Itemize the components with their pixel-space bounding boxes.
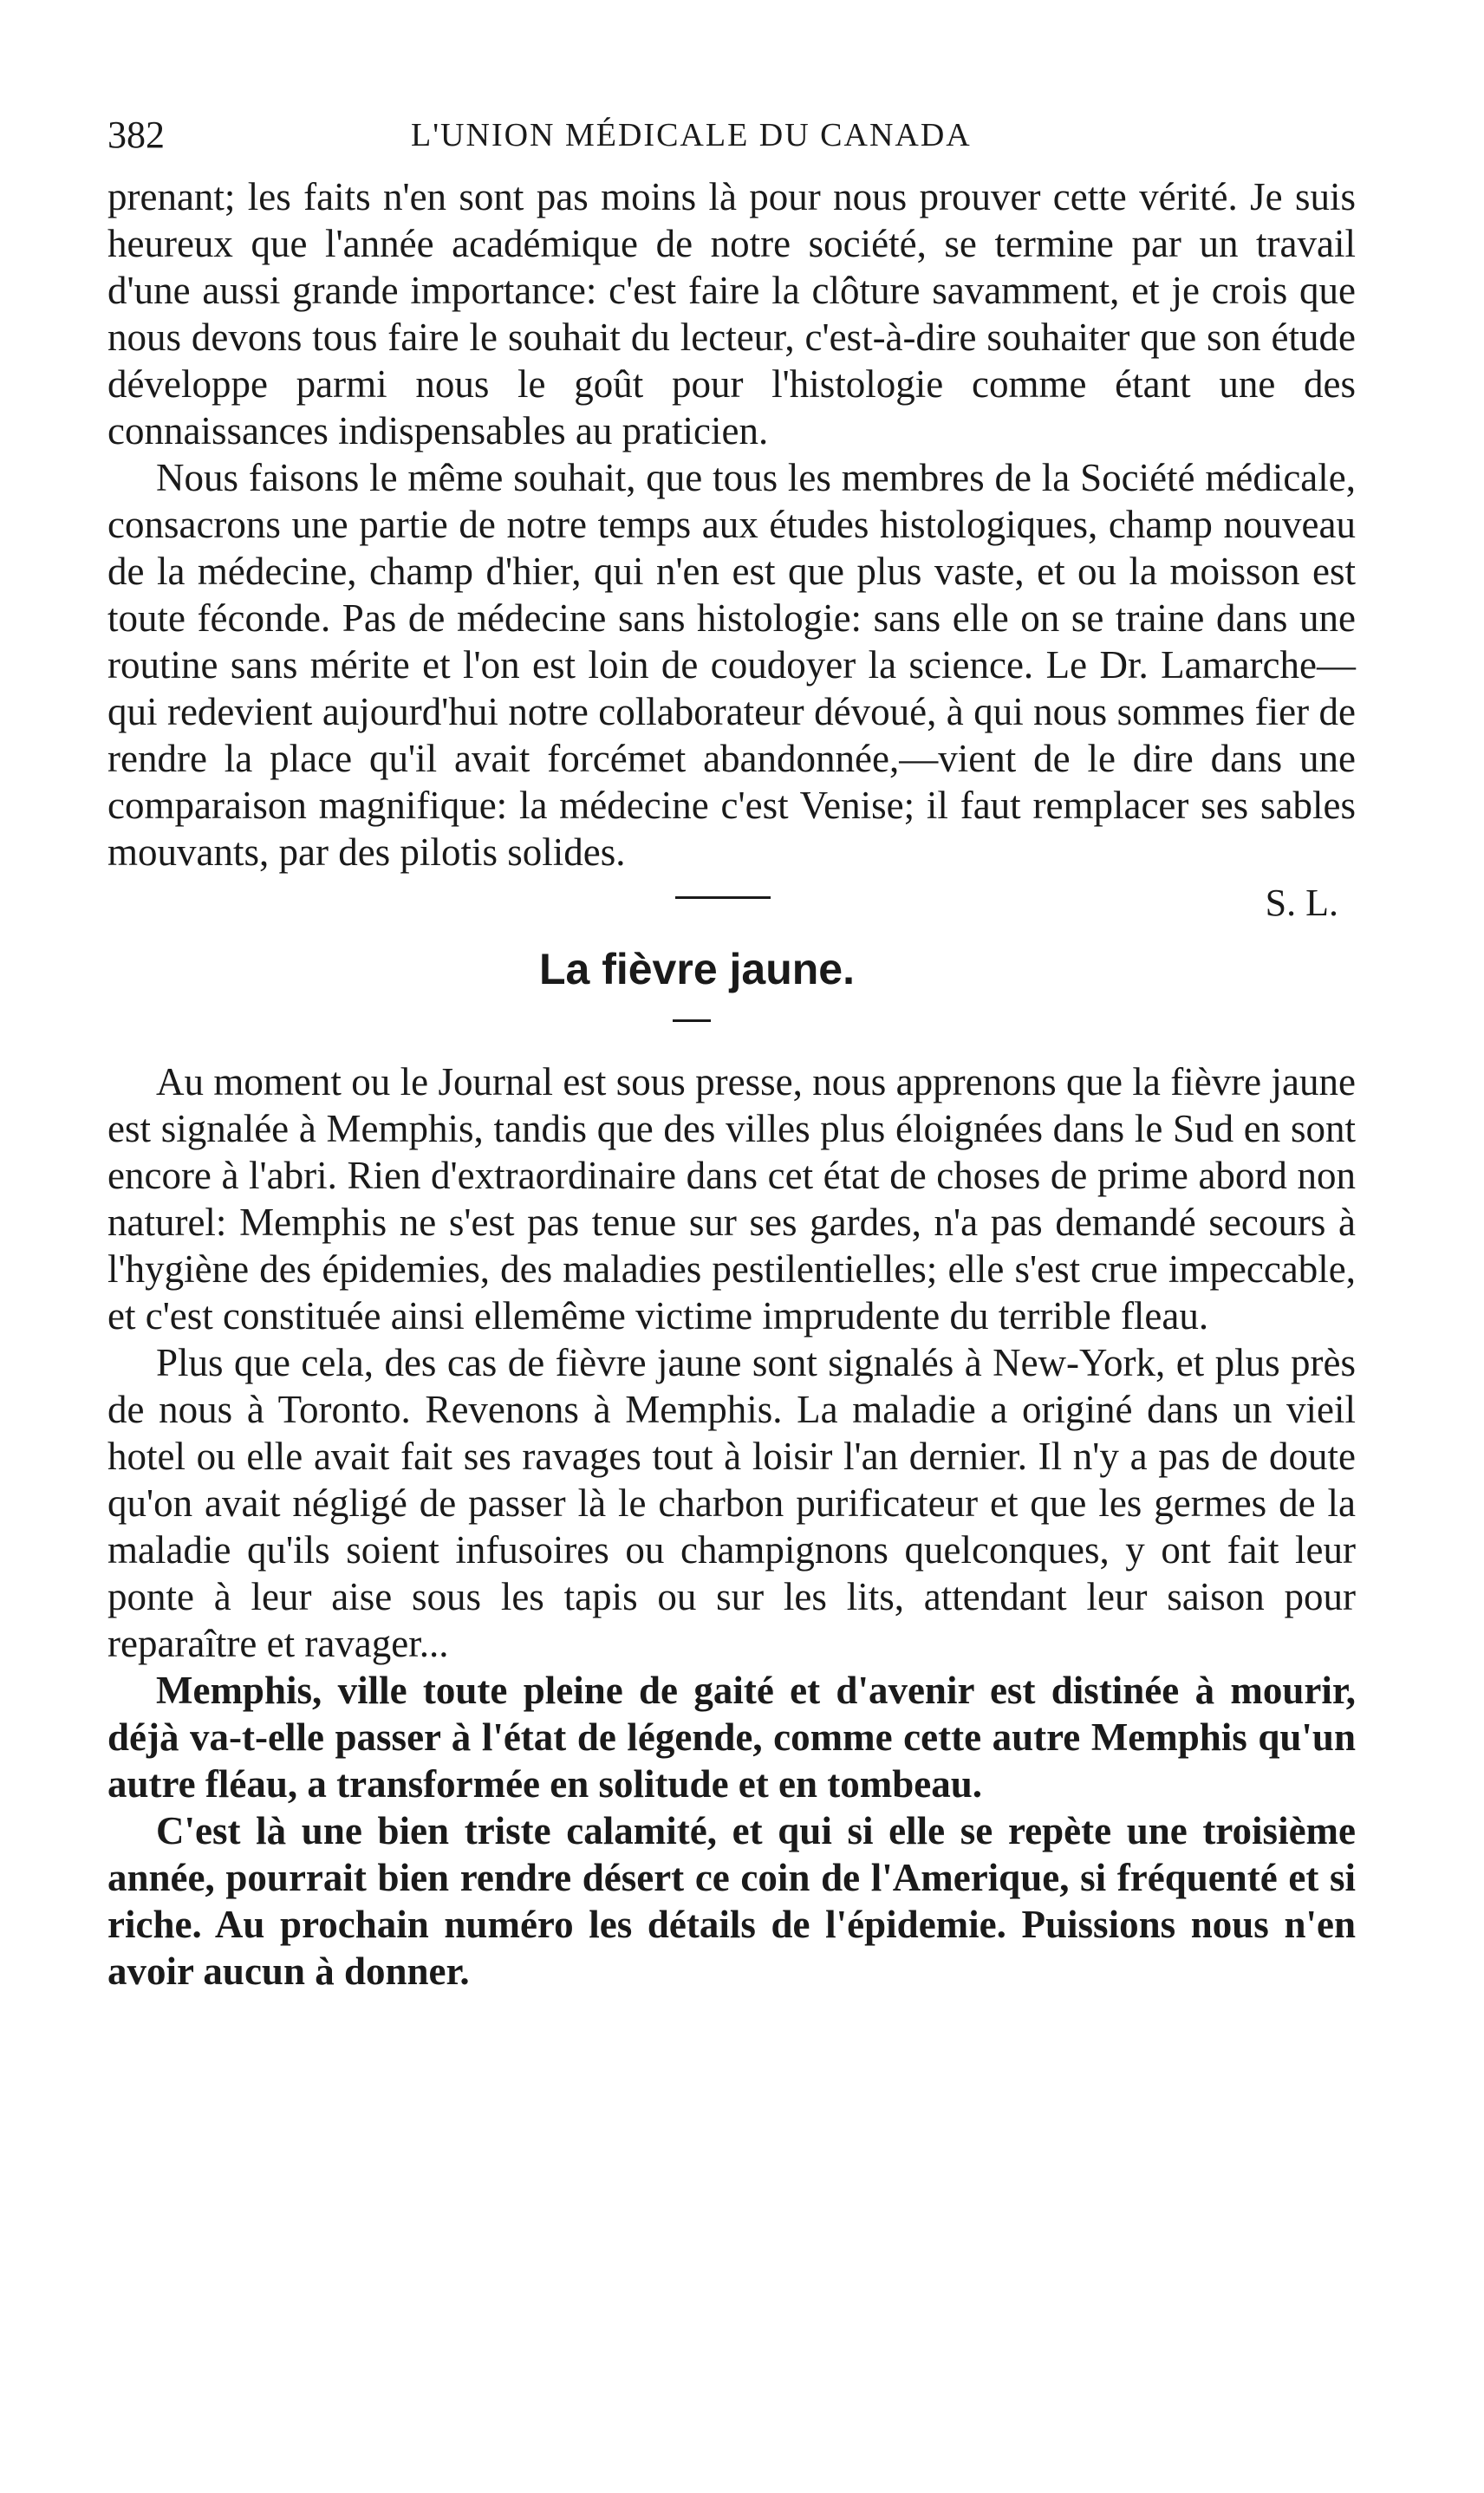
paragraph-continued: prenant; les faits n'en sont pas moins là pour nous prouver cette vérité. Je suis heureux que l'année académique de notre société, se termine par un travail d'une aussi grande importance: c'est faire la clôture savamment, et je crois que nous devons tous faire le souhait du lecteur, c'est-à-dire souhaiter que son étude développe parmi nous le goût pour l'histologie comme étant une des connaissances indispensables au praticien. (107, 175, 1356, 452)
signature-row (107, 881, 1356, 931)
section-title: La fièvre jaune. (538, 945, 856, 993)
article-paragraph: Au moment ou le Journal est sous presse, nous apprenons que la fièvre jaune est signalée à Memphis, tandis que des villes plus éloignées dans le Sud en sont encore à l'abri. Rien d'extraordinaire dans cet état de choses de prime abord non naturel: Memphis ne s'est pas tenue sur ses gardes, n'a pas demandé secours à l'hygiène des épidemies, des maladies pestilentielles; elle s'est crue impeccable, et c'est constituée ainsi ellemême victime imprudente du terrible fleau. (107, 1060, 1356, 1338)
author-signature: S. L. (1265, 882, 1338, 924)
journal-title: L'UNION MÉDICALE DU CANADA (411, 117, 972, 153)
running-header (107, 113, 1356, 173)
article-paragraph: C'est là une bien triste calamité, et qui si elle se repète une troisième année, pourrait bien rendre désert ce coin de l'Amerique, si fréquenté et si riche. Au prochain numéro les détails de l'épidemie. Puissions nous n'en avoir aucun à donner. (107, 1809, 1356, 1993)
article-paragraph: Memphis, ville toute pleine de gaité et d'avenir est distinée à mourir, déjà va-t-elle passer à l'état de légende, comme cette autre Memphis qu'un autre fléau, a transformée en solitude et en tombeau. (107, 1669, 1356, 1806)
paragraph-wish: Nous faisons le même souhait, que tous les membres de la Société médicale, consacrons une partie de notre temps aux études histologiques, champ nouveau de la médecine, champ d'hier, qui n'en est que plus vaste, et ou la moisson est toute féconde. Pas de médecine sans histologie: sans elle on se traine dans une routine sans mérite et l'on est loin de coudoyer la science. Le Dr. Lamarche—qui redevient aujourd'hui notre collaborateur dévoué, à qui nous sommes fier de rendre la place qu'il avait forcémet abandonnée,—vient de le dire dans une comparaison magnifique: la médecine c'est Venise; il faut remplacer ses sables mouvants, par des pilotis solides. (107, 456, 1356, 874)
title-rule (673, 1019, 711, 1022)
page-number: 382 (107, 114, 165, 156)
document-page (107, 113, 1356, 1995)
separator-rule (675, 896, 771, 899)
article-paragraph: Plus que cela, des cas de fièvre jaune sont signalés à New-York, et plus près de nous à Toronto. Revenons à Memphis. La maladie a originé dans un vieil hotel ou elle avait fait ses ravages tout à loisir l'an dernier. Il n'y a pas de doute qu'on avait négligé de passer là le charbon purificateur et que les germes de la maladie qu'ils soient infusoires ou champignons quelconques, y ont fait leur ponte à leur aise sous les tapis ou sur les lits, attendant leur saison pour reparaître et ravager... (107, 1341, 1356, 1665)
